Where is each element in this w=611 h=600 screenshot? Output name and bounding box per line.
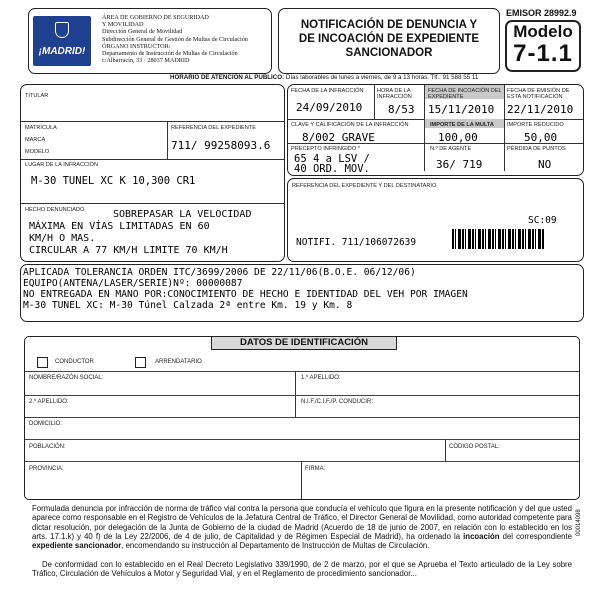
lugar-label: LUGAR DE LA INFRACCIÓN <box>25 162 99 168</box>
barcode <box>452 229 544 249</box>
titular-label: TITULAR <box>25 93 49 99</box>
hecho-line: SOBREPASAR LA VELOCIDAD <box>113 209 252 220</box>
dept-line: Dirección General de Movilidad <box>102 28 183 36</box>
nif-field[interactable]: N.I.F./C.I.F./P. CONDUCIR: <box>301 399 373 405</box>
observacion-line: EQUIPO(ANTENA/LASER/SERIE)Nº: 00000087 <box>23 278 243 289</box>
domicilio-field[interactable]: DOMICILIO: <box>29 421 63 427</box>
horario: HORARIO DE ATENCIÓN AL PÚBLICO: Días laborables de lunes a viernes, de 9 a 13 horas. Tlf.: 91 588 55 11 <box>170 74 479 81</box>
agente-value: 36/ 719 <box>436 158 483 171</box>
precepto-line: 40 ORD. MOV. <box>294 163 370 175</box>
fecha-incoacion-value: 15/11/2010 <box>428 103 495 116</box>
crest-icon <box>55 22 69 38</box>
nombre-field[interactable]: NOMBRE/RAZÓN SOCIAL: <box>29 375 104 381</box>
madrid-logo <box>33 16 91 66</box>
hora-label: HORA DE LA INFRACCIÓN <box>377 88 412 100</box>
fecha-incoacion-label: FECHA DE INCOACIÓN DEL EXPEDIENTE <box>428 88 502 100</box>
observacion-line: APLICADA TOLERANCIA ORDEN ITC/3699/2006 DE 22/11/06(B.O.E. 06/12/06) <box>23 267 416 278</box>
hora-value: 8/53 <box>388 103 415 116</box>
modelo-field-label: MODELO <box>25 149 50 155</box>
ref-expediente-label: REFERENCIA DEL EXPEDIENTE <box>171 125 256 131</box>
sc-value: SC:09 <box>528 215 557 226</box>
precepto-label: PRECEPTO INFRINGIDO * <box>291 146 360 152</box>
importe-label: IMPORTE DE LA MULTA <box>430 122 494 128</box>
observacion-line: M-30 TUNEL XC: M-30 Túnel Calzada 2ª entre Km. 19 y Km. 8 <box>23 300 353 311</box>
marca-label: MARCA <box>25 137 46 143</box>
hecho-line: MÁXIMA EN VÍAS LIMITADAS EN 60 <box>29 221 210 232</box>
modelo-number: 7-1.1 <box>513 40 573 67</box>
precepto-line: 65 4 a LSV / <box>294 153 370 165</box>
conductor-checkbox[interactable] <box>37 357 48 368</box>
side-code: 00014098 <box>576 509 582 536</box>
hecho-line: KM/H O MAS. <box>29 233 96 244</box>
identificacion-title: DATOS DE IDENTIFICACIÓN <box>211 337 397 350</box>
observaciones-box <box>20 264 584 322</box>
importe-value: 100,00 <box>438 131 478 144</box>
firma-field[interactable]: FIRMA: <box>305 466 326 472</box>
clave-label: CLAVE Y CALIFICACIÓN DE LA INFRACCIÓN <box>291 122 409 128</box>
department-lines <box>102 14 248 64</box>
hecho-line: CIRCULAR A 77 KM/H LIMITE 70 KM/H <box>29 245 228 256</box>
apellido1-field[interactable]: 1.º APELLIDO: <box>301 375 341 381</box>
dept-line: ÁREA DE GOBIERNO DE SEGURIDAD <box>102 14 209 21</box>
apellido2-field[interactable]: 2.º APELLIDO: <box>29 399 69 405</box>
infraction-grid <box>287 84 584 176</box>
puntos-label: PÉRDIDA DE PUNTOS <box>507 146 566 152</box>
dept-line: c/Albarracín, 33 · 28037 MADRID <box>102 57 190 65</box>
hecho-label: HECHO DENUNCIADO <box>25 207 85 213</box>
puntos-value: NO <box>538 158 552 171</box>
legal-paragraph-1: Formulada denuncia por infracción de norma de tráfico vial contra la persona que conducía el vehículo que figura en la presente notificación y del que usted aparece como responsable en el Registro de Vehículos de la Jefatura Central de Tráfico, el Director General de Movilidad, como autoridad competente para dictar resolución, por delegación de la Junta de Gobierno de la ciudad de Madrid (Acuerdo de 18 de junio de 2007, en relación con lo establecido en los arts. 17.1.k) y 40 f) de la Ley 22/2006, de 4 de julio, de Capitalidad y de Régimen Especial de Madrid), ha ordenado la incoación del correspondiente expediente sancionador, encomendando su instrucción al Departamento de Instrucción de Multas de Circulación. <box>32 504 572 551</box>
observacion-line: NO ENTREGADA EN MANO POR:CONOCIMIENTO DE HECHO E IDENTIDAD DEL VEH POR IMAGEN <box>23 289 468 300</box>
poblacion-field[interactable]: POBLACIÓN: <box>29 444 66 450</box>
codigo-postal-field[interactable]: CÓDIGO POSTAL: <box>449 444 500 450</box>
agente-label: N.º DE AGENTE <box>430 146 472 152</box>
notifi-value: NOTIFI. 711/106072639 <box>296 237 417 248</box>
reducido-value: 50,00 <box>524 131 558 144</box>
document-title: NOTIFICACIÓN DE DENUNCIA Y DE INCOACIÓN DE EXPEDIENTE SANCIONADOR <box>298 19 480 59</box>
legal-paragraph-2: De conformidad con lo establecido en el Real Decreto Legislativo 339/1990, de 2 de marzo, por el que se Aprueba el Texto articulado de la Ley sobre Tráfico, Circulación de Vehículos a Motor y Seguridad Vial, y en el Reglamento de procedimiento sancionador... <box>32 560 572 579</box>
fecha-infraccion-value: 24/09/2010 <box>296 101 363 114</box>
ref-destinatario-label: REFERENCIA DEL EXPEDIENTE Y DEL DESTINATARIO <box>292 183 437 189</box>
dept-line: Subdirección General de Gestión de Multas de Circulación <box>102 35 248 43</box>
dept-line: ÓRGANO INSTRUCTOR: <box>102 42 171 50</box>
provincia-field[interactable]: PROVINCIA: <box>29 466 64 472</box>
conductor-label: CONDUCTOR <box>55 359 94 365</box>
arrendatario-checkbox[interactable] <box>135 357 146 368</box>
modelo-label: Modelo <box>513 22 573 41</box>
fecha-emision-label: FECHA DE EMISIÓN DE ESTA NOTIFICACIÓN <box>507 88 570 100</box>
dept-line: Y MOVILIDAD <box>102 21 144 29</box>
clave-value: 8/002 GRAVE <box>302 131 375 144</box>
reducido-label: IMPORTE REDUCIDO <box>507 122 564 128</box>
arrendatario-label: ARRENDATARIO <box>155 359 202 365</box>
emisor-label: EMISOR 28992.9 <box>506 8 577 18</box>
fecha-infraccion-label: FECHA DE LA INFRACCIÓN <box>291 88 364 94</box>
ref-expediente-value: 711/ 99258093.6 <box>171 139 271 152</box>
logo-text: ¡MADRID! <box>38 46 86 57</box>
lugar-value: M-30 TUNEL XC K 10,300 CR1 <box>31 175 196 187</box>
identificacion-section <box>24 336 580 500</box>
fecha-emision-value: 22/11/2010 <box>507 103 574 116</box>
referencia-box <box>287 178 584 262</box>
matricula-label: MATRÍCULA <box>25 125 57 131</box>
dept-line: Departamento de Instrucción de Multas de Circulación <box>102 50 238 58</box>
titular-box <box>20 84 285 262</box>
